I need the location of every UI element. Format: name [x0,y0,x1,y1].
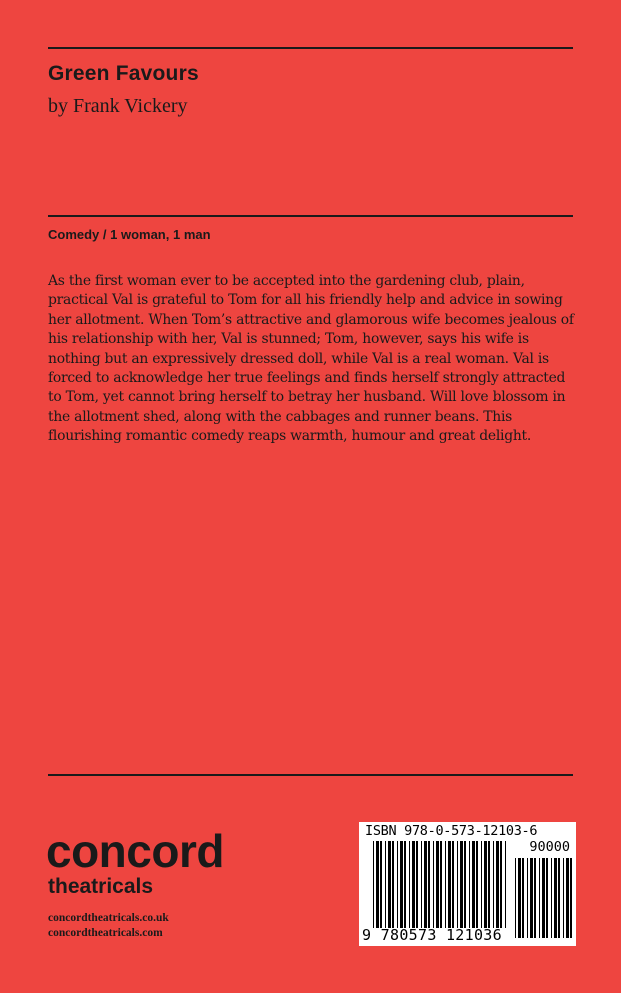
barcode-bar [373,841,374,928]
barcode-bar [460,841,463,928]
barcode-bar [566,858,569,938]
barcode-bar [534,858,536,938]
barcode-bar [496,841,499,928]
barcode-bar [457,841,458,928]
publisher-logo-concord: concord [46,825,224,877]
barcode-bar [404,841,406,928]
barcode-bar [421,841,422,928]
barcode-bar [464,841,466,928]
genre-rule [48,215,573,217]
genre-cast-line: Comedy / 1 woman, 1 man [48,227,211,242]
barcode-bar [412,841,415,928]
barcode-bar [436,841,439,928]
barcode-bar [469,841,470,928]
barcode-bar [385,841,386,928]
barcode-bar [424,841,427,928]
barcode-bar [448,841,451,928]
isbn-barcode [359,822,576,946]
isbn-label: ISBN 978-0-573-12103-6 [365,823,538,839]
barcode-bar [551,858,552,938]
barcode-bar [380,841,382,928]
synopsis-text: As the first woman ever to be accepted into the gardening club, plain, practical Val is grateful to Tom for all his friendly help and advice in sowing her allotment. When Tom’s attractive and glamorous wife becomes jealous of his relationship with her, Val is stunned; Tom, however, says his wife is nothing but an expressively dressed doll, while Val is a real woman. Val is forced to acknowledge her true feelings and finds herself strongly attracted to Tom, yet cannot bring herself to betray her husband. Will love blossom in the allotment shed, along with the cabbages and runner beans. This flourishing romantic comedy reaps warmth, humour and great delight. [48,273,574,445]
barcode-bar [515,858,516,938]
barcode-bar [546,858,548,938]
barcode-bar [539,858,540,938]
barcode-bar [476,841,478,928]
barcode-bar [488,841,490,928]
barcode-bar [505,841,506,928]
barcode-bar [409,841,410,928]
barcode-bar [397,841,398,928]
barcode-bar [522,858,524,938]
barcode-bar [400,841,403,928]
barcode-bar [388,841,391,928]
barcode-bar [484,841,487,928]
barcode-bar [527,858,528,938]
barcode-bar [542,858,545,938]
ean-digits: 9 780573 121036 [362,926,502,944]
barcode-bar [500,841,502,928]
barcode-bar [472,841,475,928]
barcode-bar [433,841,434,928]
barcode-bar [570,858,572,938]
bottom-rule [48,774,573,776]
barcode-bar [493,841,494,928]
barcode-bar [554,858,557,938]
barcode-bar [392,841,394,928]
book-title: Green Favours [48,62,199,85]
barcode-bar [416,841,418,928]
barcode-bar [440,841,442,928]
publisher-logo-theatricals: theatricals [48,875,154,898]
barcode-bar [376,841,379,928]
barcode-bar [452,841,454,928]
price-code: 90000 [529,839,570,855]
barcode-bar [428,841,430,928]
barcode-bar [481,841,482,928]
barcode-bar [563,858,564,938]
barcode-bar [530,858,533,938]
publisher-url-com: concordtheatricals.com [48,927,163,939]
barcode-bar [518,858,521,938]
barcode-bar [445,841,446,928]
book-author: by Frank Vickery [48,95,188,117]
barcode-bar [558,858,560,938]
publisher-url-uk: concordtheatricals.co.uk [48,912,169,924]
top-rule [48,47,573,49]
